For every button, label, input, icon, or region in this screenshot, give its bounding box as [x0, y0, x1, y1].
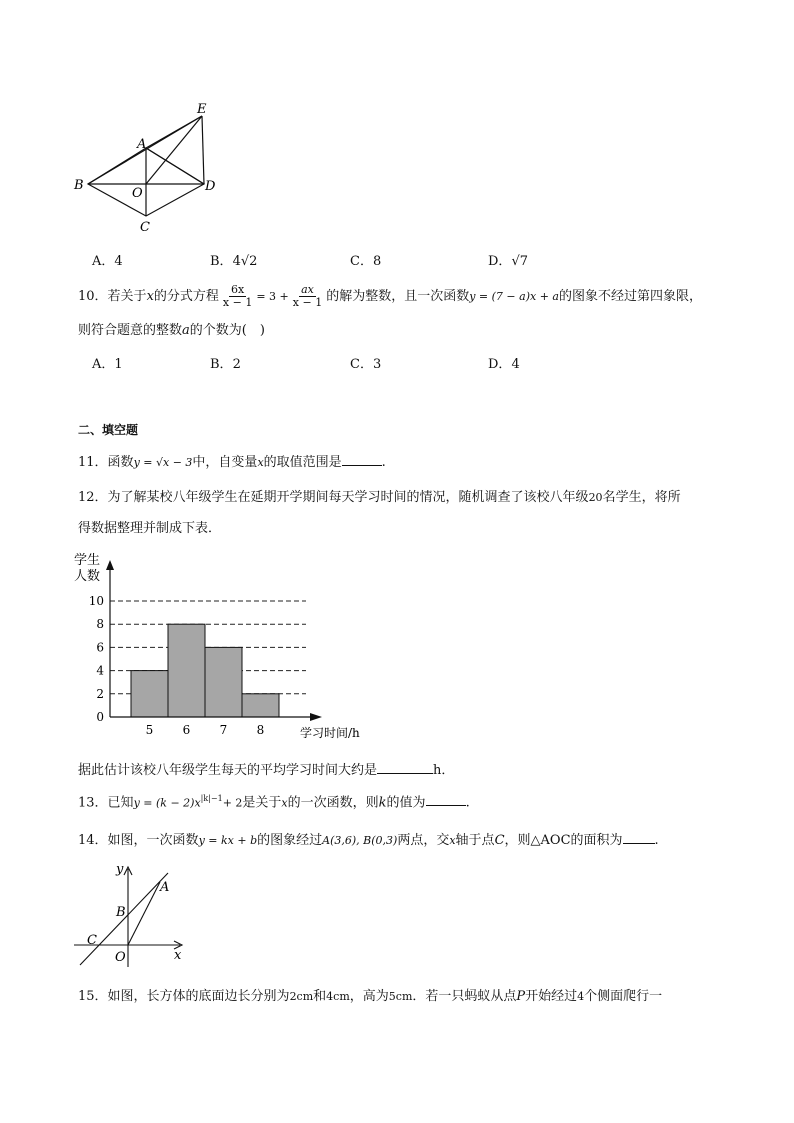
- label-o: O: [132, 186, 143, 201]
- q13-blank: [426, 792, 466, 806]
- segment-ad: [146, 148, 204, 184]
- figure-rhombus: [70, 98, 230, 238]
- q12-line1: 12．为了解某校八年级学生在延期开学期间每天学习时间的情况，随机调查了该校八年级20名学生，将所: [78, 490, 681, 505]
- bar-7: [205, 647, 242, 717]
- label-c2: C: [87, 933, 97, 948]
- q9-option-a: A．4: [92, 254, 123, 269]
- label-b2: B: [116, 905, 126, 920]
- q10-option-c: C．3: [350, 357, 382, 372]
- x-tick-label-8: 8: [256, 723, 265, 737]
- x-tick-label-6: 6: [182, 723, 191, 737]
- q10-option-d: D．4: [488, 357, 520, 372]
- bar-5: [131, 671, 168, 717]
- segment-oa: [128, 882, 160, 945]
- segment-ed: [202, 116, 204, 184]
- study-time-bar-chart: [70, 548, 390, 748]
- label-b: B: [74, 178, 84, 193]
- label-x2: x: [174, 948, 182, 963]
- label-a2: A: [160, 880, 170, 895]
- label-y: y: [116, 862, 124, 877]
- q10-line1: 10．若关于x的分式方程 $\frac{6x}{x - 1}$ = 3 + $\frac{ax}{x - 1}$ 的解为整数，且一次函数y = (7 − a)x + a的图象不经过第四象限，: [78, 283, 702, 309]
- q13: 13．已知$y = (k - 2)x^{|k|-1}+ 2$是关于x的一次函数，则k的值为 .: [78, 794, 470, 811]
- q14: 14．如图，一次函数y = kx + b的图象经过A(3,6), B(0,3)两点，交x轴于点C，则△AOC的面积为 .: [78, 830, 659, 850]
- q11-blank: [342, 452, 382, 466]
- x-axis-label: 学习时间/h: [300, 726, 360, 740]
- label-d: D: [205, 179, 216, 194]
- label-a: A: [137, 137, 147, 152]
- y-tick-label-6: 6: [96, 640, 104, 655]
- figure-linear-function: [70, 855, 200, 970]
- q12-line2: 得数据整理并制成下表．: [78, 521, 222, 536]
- section-title: 二、填空题: [78, 423, 139, 437]
- x-tick-label-7: 7: [219, 723, 228, 737]
- q12-blank: [377, 760, 433, 774]
- y-tick-label-10: 10: [88, 594, 104, 608]
- q10-line2: 则符合题意的整数a的个数为( ): [78, 323, 265, 338]
- y-tick-label-4: 4: [96, 663, 104, 678]
- q10-option-a: A．1: [92, 357, 123, 372]
- q9-option-b: B．4√2: [210, 254, 258, 269]
- q12-after: 据此估计该校八年级学生每天的平均学习时间大约是 h．: [78, 760, 454, 780]
- q15: 15．如图，长方体的底面边长分别为2cm和4cm，高为5cm．若一只蚂蚁从点P开始经过4个侧面爬行一: [78, 989, 663, 1004]
- y-axis-arrow: [106, 560, 114, 570]
- y-tick-label-0: 0: [96, 710, 104, 724]
- q9-option-d: D．√7: [488, 254, 528, 269]
- y-tick-label-2: 2: [96, 686, 104, 701]
- label-e: E: [197, 102, 207, 117]
- label-o2: O: [115, 950, 126, 965]
- x-tick-label-5: 5: [145, 723, 154, 737]
- q10-option-b: B．2: [210, 357, 241, 372]
- segment-od: [146, 116, 202, 184]
- y-axis-label-line1: 学生: [74, 553, 101, 568]
- y-tick-label-8: 8: [96, 617, 104, 632]
- q9-option-c: C．8: [350, 254, 382, 269]
- y-axis-label-line2: 人数: [74, 569, 101, 584]
- q11: 11．函数y = √x − 3中，自变量x的取值范围是 .: [78, 452, 386, 472]
- bar-6: [168, 624, 205, 717]
- x-axis-arrow: [310, 713, 322, 721]
- bar-8: [242, 694, 279, 717]
- segment-ae: [146, 116, 202, 148]
- q14-blank: [623, 830, 655, 844]
- label-c: C: [140, 220, 150, 235]
